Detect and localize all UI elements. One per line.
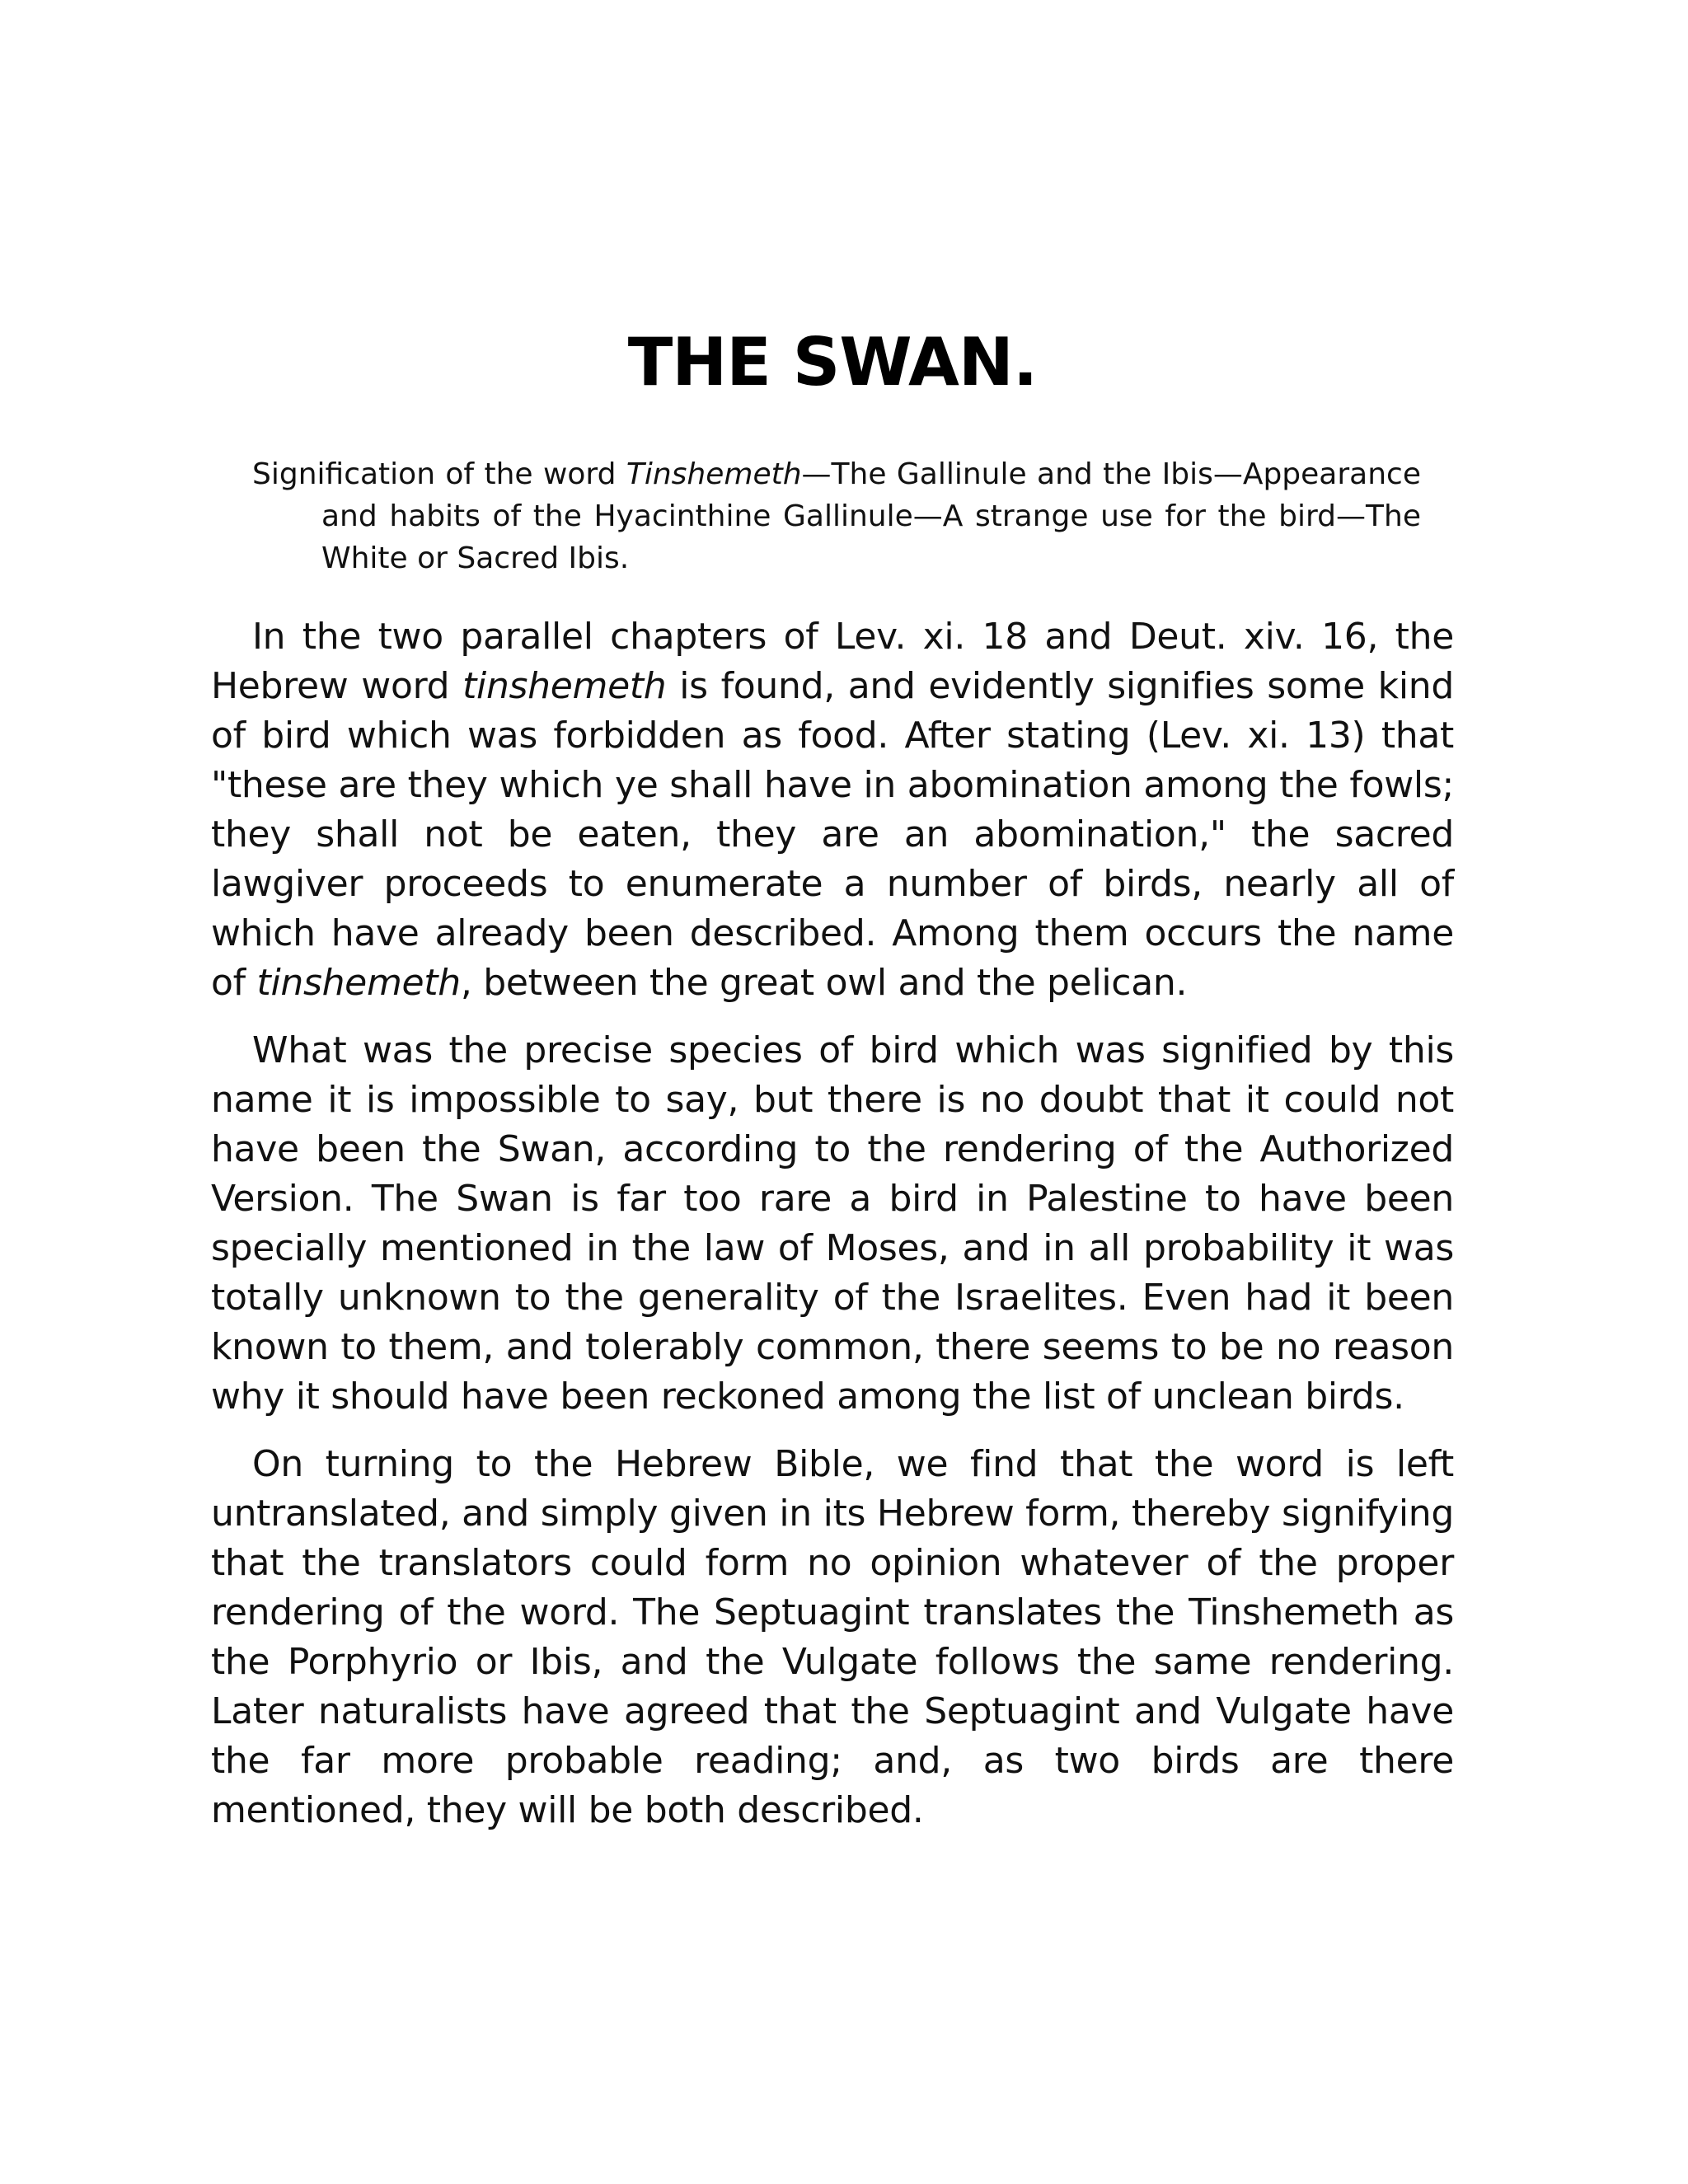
paragraph-1-term-2: tinshemeth (256, 962, 461, 1004)
synopsis-term-italic: Tinshemeth (626, 457, 802, 491)
body-text (211, 612, 1454, 1835)
paragraph-1 (211, 612, 1454, 1008)
paragraph-1-text-b: is found, and evidently signifies some kind of bird which was forbidden as food. After stating (Lev. xi. 13) that "these are they which ye shall have in abomination among the fowls; they shall not be eaten, they are an abomination," the sacred lawgiver proceeds to enumerate a number of birds, nearly all of which have already been described. Among them occurs the name of (211, 665, 1454, 1004)
synopsis-text-start: Signification of the word (252, 457, 626, 491)
paragraph-2: What was the precise species of bird which was signified by this name it is impossible to say, but there is no doubt that it could not have been the Swan, according to the rendering of the Authorized Version. The Swan is far too rare a bird in Palestine to have been specially mentioned in the law of Moses, and in all probability it was totally unknown to the generality of the Israelites. Even had it been known to them, and tolerably common, there seems to be no reason why it should have been reckoned among the list of unclean birds. (211, 1029, 1454, 1418)
synopsis-text-end: —The Gallinule and the Ibis—Appearance and habits of the Hyacinthine Gallinule—A strange use for the bird—The White or Sacred Ibis. (321, 457, 1421, 575)
paragraph-1-text-c: , between the great owl and the pelican. (460, 962, 1188, 1004)
chapter-title: THE SWAN. (627, 324, 1038, 401)
paragraph-3: On turning to the Hebrew Bible, we find that the word is left untranslated, and simply given in its Hebrew form, thereby signifying that the translators could form no opinion whatever of the proper rendering of the word. The Septuagint translates the Tinshemeth as the Porphyrio or Ibis, and the Vulgate follows the same rendering. Later naturalists have agreed that the Septuagint and Vulgate have the far more probable reading; and, as two birds are there mentioned, they will be both described. (211, 1443, 1454, 1831)
paragraph-1-text-a: In the two parallel chapters of Lev. xi. 18 and Deut. xiv. 16, the Hebrew word (211, 616, 1454, 707)
chapter-synopsis (252, 453, 1421, 579)
paragraph-1-term-1: tinshemeth (462, 665, 667, 707)
document-page (211, 321, 1454, 1854)
